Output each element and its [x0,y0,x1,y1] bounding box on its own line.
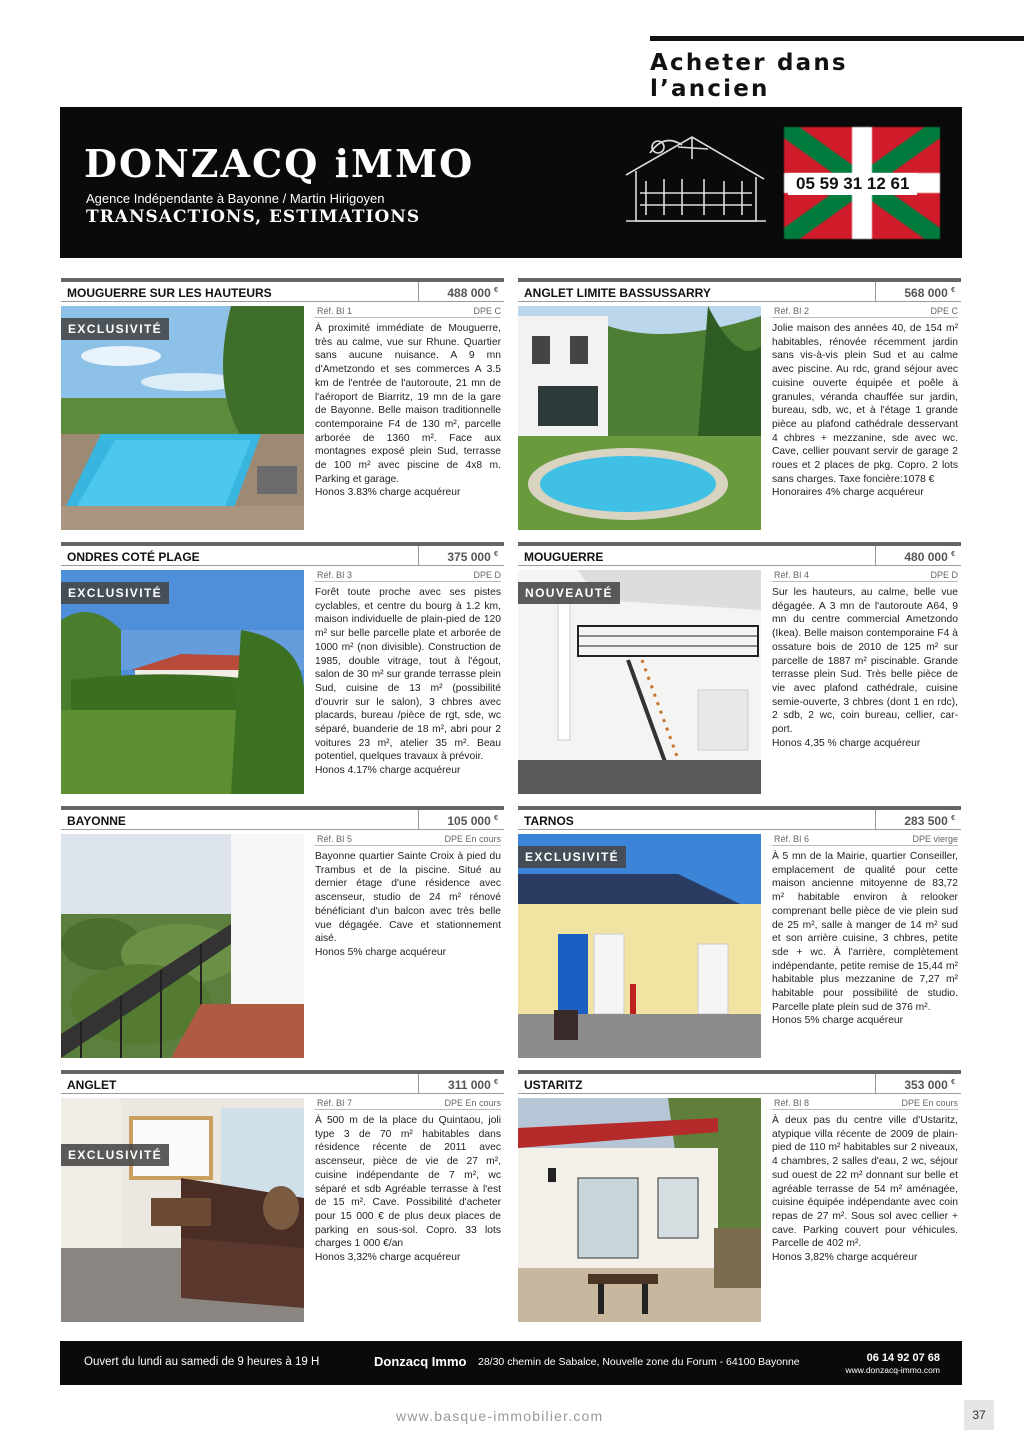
listing-ref: Réf. BI 8 [774,1098,810,1108]
listing-badge: EXCLUSIVITÉ [518,846,626,868]
listing-meta [772,1098,958,1110]
listing-price: 283 500 € [904,814,955,828]
listing-meta [315,570,501,582]
listing-title: MOUGUERRE [524,550,604,564]
listing-title: BAYONNE [67,814,126,828]
listing-meta [315,1098,501,1110]
listing-card[interactable] [518,278,961,536]
footer-phone[interactable]: 06 14 92 07 68 [866,1352,940,1364]
listing-fees: Honos 4,35 % charge acquéreur [772,737,921,749]
listing-dpe: DPE C [930,306,958,316]
listing-description: À 500 m de la place du Quintaou, joli type 3 de 70 m² habitables dans résidence récente de 2011 avec ascenseur, pièce de vie de 27 m², cuisine indépendante de 7 m², wc séparé et sdb Agréable terrasse à l'est de 15 m². Cave. Possibilité d'acheter pour 15 000 € de plus deux places de parking en sous-sol. Copro. 33 lots charges 1 000 €/an Honos 3,32% charge acquéreur [315,1115,501,1264]
listing-price: 488 000 € [447,286,498,300]
brand-tagline: TRANSACTIONS, ESTIMATIONS [86,207,421,227]
listing-ref: Réf. BI 1 [317,306,353,316]
listing-ref: Réf. BI 3 [317,570,353,580]
balcony-view-photo[interactable] [61,834,304,1058]
listing-fees: Honos 3,82% charge acquéreur [772,1252,918,1264]
agency-banner [60,107,962,258]
listing-price: 480 000 € [904,550,955,564]
listing-price: 105 000 € [447,814,498,828]
house-pool-photo[interactable] [518,306,761,530]
listing-dpe: DPE D [930,570,958,580]
listing-price: 311 000 € [448,1078,498,1092]
interior-mezzanine-photo[interactable] [518,570,761,794]
listing-card[interactable] [61,806,504,1064]
listing-dpe: DPE En cours [444,1098,501,1108]
listing-meta [315,834,501,846]
listing-fees: Honos 5% charge acquéreur [315,946,447,958]
listing-header [518,806,961,830]
section-title: Acheter dans l’ancien [650,50,848,102]
footer-address: 28/30 chemin de Sabalce, Nouvelle zone du Forum - 64100 Bayonne [478,1356,800,1368]
listing-description: Sur les hauteurs, au calme, belle vue dégagée. A 3 mn de l'autoroute A64, 9 mn du centre commercial Ametzondo (Ikea). Belle maison contemporaine F4 à ossature bois de 2010 de 125 m² sur parcelle de 1887 m² piscinable. Grande terrasse plein Sud. Très belle pièce de vie avec plafond cathédrale, cuisine semie-ouverte, 3 chbres (dont 1 en rdc), 2 sdb, 2 wc, coin bureau, cellier, car-port. Honos 4,35 % charge acquéreur [772,587,958,749]
agency-footer [60,1341,962,1385]
listing-price: 568 000 € [904,286,955,300]
footer-website-link[interactable]: www.donzacq-immo.com [845,1365,940,1375]
listing-header [61,806,504,830]
header-rule [650,36,1024,41]
listing-ref: Réf. BI 4 [774,570,810,580]
listing-ref: Réf. BI 2 [774,306,810,316]
listing-dpe: DPE C [473,306,501,316]
listing-header [518,542,961,566]
listing-fees: Honos 5% charge acquéreur [772,1015,904,1027]
listing-description: Forêt toute proche avec ses pistes cyclables, et centre du bourg à 1.2 km, maison individuelle de plain-pied de 120 m² sur belle parcelle plate et arborée de 1000 m² (non divisible). Construction de 1985, double vitrage, tout à l'égout, salon de 30 m² sur grande terrasse plein Sud, cuisine de 13 m² (possibilité d'ouvrir sur le salon), 3 chbres avec placards, bureau /pièce de rgt, sde, wc séparé, buanderie de 18 m², abri pour 2 voitures 23 m², atelier 35 m². Beau potentiel, quelques travaux à prévoir. Honos 4.17% charge acquéreur [315,587,501,777]
listing-description: À proximité immédiate de Mouguerre, très au calme, vue sur Rhune. Quartier sans aucune nuisance. A 9 mn d'Ametzondo et ses commerces A 3.5 km de l'entrée de l'autoroute, 21 mn de l'aéroport de Biarritz, 19 mn de la gare de Bayonne. Belle maison traditionnelle contemporaine F4 de 130 m², parcelle arborée de 1360 m². Face aux montagnes exposé plein Sud, terrasse de 100 m² avec piscine de 4x8 m. Parking et garage. Honos 3.83% charge acquéreur [315,323,501,499]
listing-header [518,1070,961,1094]
listing-description: Bayonne quartier Sainte Croix à pied du Trambus et de la piscine. Situé au dernier étage d'une résidence avec ascenseur, studio de 24 m² rénové bénéficiant d'un balcon avec très belle vue dégagée. Cave et stationnement aisé. Honos 5% charge acquéreur [315,851,501,958]
listing-title: TARNOS [524,814,574,828]
listing-fees: Honoraires 4% charge acquéreur [772,487,924,499]
listing-badge: EXCLUSIVITÉ [61,1144,169,1166]
listing-description: À deux pas du centre ville d'Ustaritz, atypique villa récente de 2009 de plain-pied de 110 m² habitables sur 2 niveaux, 4 chambres, 2 salles d'eau, 2 wc, séjour sud ouest de 22 m² donnant sur belle et agréable terrasse de 54 m² aménagée, cuisine équipée indépendante avec coin repas de 27 m². Sous sol avec cellier + cave. Parking couvert pour véhicules. Parcelle de 402 m². Honos 3,82% charge acquéreur [772,1115,958,1264]
listing-fees: Honos 4.17% charge acquéreur [315,765,461,777]
page-number: 37 [964,1400,994,1430]
listing-meta [772,570,958,582]
listing-dpe: DPE vierge [912,834,958,844]
listing-ref: Réf. BI 7 [317,1098,353,1108]
listing-meta [772,306,958,318]
listing-card[interactable] [518,542,961,800]
house-sketch-icon [620,123,770,229]
listing-fees: Honos 3,32% charge acquéreur [315,1252,461,1264]
listing-fees: Honos 3.83% charge acquéreur [315,487,461,499]
house-pool-photo[interactable] [61,306,304,530]
listing-card[interactable] [61,542,504,800]
opening-hours: Ouvert du lundi au samedi de 9 heures à 19 H [84,1356,320,1368]
listing-card[interactable] [518,806,961,1064]
listing-title: ANGLET [67,1078,117,1092]
listing-badge: NOUVEAUTÉ [518,582,620,604]
listing-title: ONDRES COTÉ PLAGE [67,550,200,564]
listing-ref: Réf. BI 6 [774,834,810,844]
listing-meta [315,306,501,318]
listing-card[interactable] [61,278,504,536]
listing-dpe: DPE D [473,570,501,580]
listing-title: USTARITZ [524,1078,583,1092]
living-room-photo[interactable] [61,1098,304,1322]
listing-badge: EXCLUSIVITÉ [61,318,169,340]
listing-card[interactable] [518,1070,961,1328]
listing-price: 375 000 € [447,550,498,564]
footer-agency-name: Donzacq Immo [374,1354,467,1369]
listing-dpe: DPE En cours [444,834,501,844]
listing-card[interactable] [61,1070,504,1328]
villa-terrace-photo[interactable] [518,1098,761,1322]
listing-dpe: DPE En cours [901,1098,958,1108]
listing-header [518,278,961,302]
listing-header [61,1070,504,1094]
listing-meta [772,834,958,846]
brand-subtitle: Agence Indépendante à Bayonne / Martin Hirigoyen [86,191,385,206]
listing-description: À 5 mn de la Mairie, quartier Conseiller, emplacement de qualité pour cette maison ancienne mitoyenne de 83,72 m² habitable environ à relooker comprenant belle pièce de vie plein sud de 25 m², salle à manger de 14 m² sud et son arrière cuisine, 3 chbres, petite sde + wc. À l'arrière, complètement indépendante, petite remise de 15,44 m² habitable plus mezzanine de 7,27 m² habitable pour possibilité de studio. Parcelle plate plein sud de 376 m². Honos 5% charge acquéreur [772,851,958,1027]
listing-price: 353 000 € [904,1078,955,1092]
listing-ref: Réf. BI 5 [317,834,353,844]
site-url-link[interactable]: www.basque-immobilier.com [396,1408,604,1424]
listing-description: Jolie maison des années 40, de 154 m² habitables, rénovée récemment jardin sans vis-à-vis plein Sud et au calme avec piscine. Au rdc, grand séjour avec cuisine ouverte équipée et poêle à granules, véranda chauffée sur jardin, bureau, sdb, wc, et à l'étage 1 grande pièce au plafond cathédrale desservant 4 chbres + mezzanine, sde avec wc. Cave, cellier pouvant servir de garage 2 roues et 2 places de pkg. Copro. 2 lots sans charges. Taxe foncière:1078 € Honoraires 4% charge acquéreur [772,323,958,499]
house-garden-photo[interactable] [61,570,304,794]
listing-badge: EXCLUSIVITÉ [61,582,169,604]
listing-title: ANGLET LIMITE BASSUSSARRY [524,286,711,300]
listing-header [61,278,504,302]
house-facade-photo[interactable] [518,834,761,1058]
listing-header [61,542,504,566]
brand-name: DONZACQ iMMO [84,141,475,186]
agency-phone[interactable]: 05 59 31 12 61 [788,173,917,195]
listing-title: MOUGUERRE SUR LES HAUTEURS [67,286,272,300]
